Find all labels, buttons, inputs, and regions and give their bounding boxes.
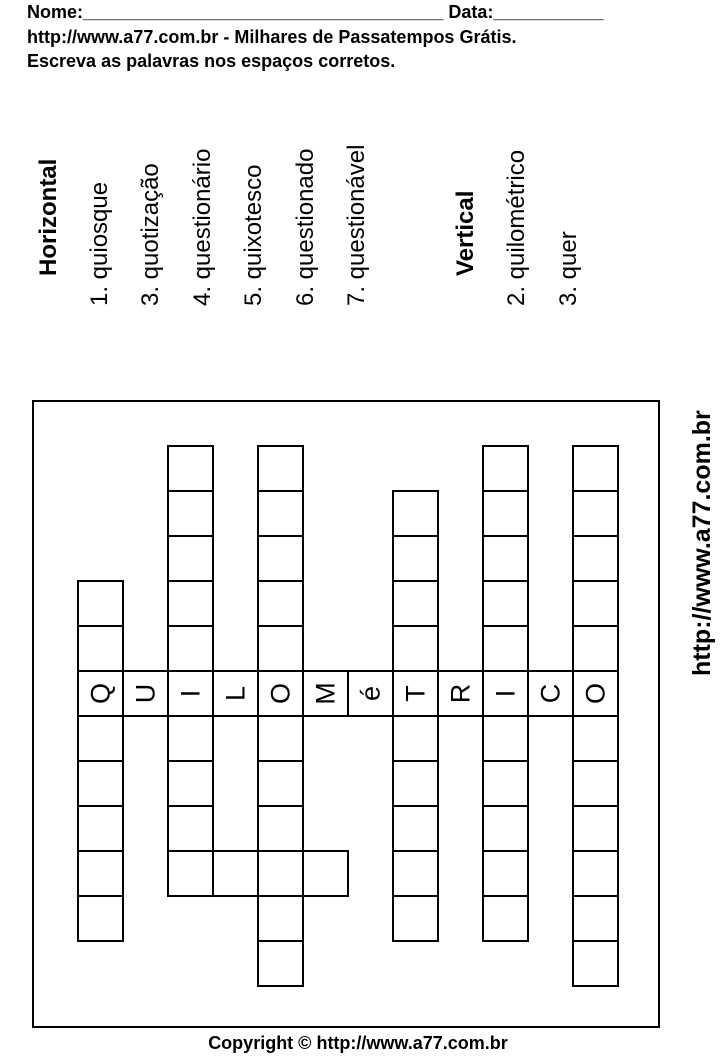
grid-cell[interactable] <box>393 536 438 581</box>
grid-cell[interactable] <box>573 716 618 761</box>
grid-cell[interactable] <box>573 626 618 671</box>
grid-cell[interactable] <box>78 896 123 941</box>
grid-cell[interactable] <box>483 626 528 671</box>
grid-cell[interactable] <box>483 581 528 626</box>
cell-letter: O <box>265 682 296 705</box>
grid-cell[interactable] <box>168 761 213 806</box>
copyright: Copyright © http://www.a77.com.br <box>208 1033 508 1053</box>
cell-letter: I <box>175 689 206 698</box>
grid-cell[interactable] <box>483 806 528 851</box>
cell-letter: O <box>580 682 611 705</box>
grid-cell[interactable] <box>393 716 438 761</box>
grid-cell[interactable] <box>483 491 528 536</box>
cell-letter: L <box>220 685 251 702</box>
grid-cell[interactable] <box>573 446 618 491</box>
cell-letter: T <box>400 685 431 702</box>
cell-letter: R <box>445 683 476 704</box>
grid-cell[interactable] <box>258 491 303 536</box>
cell-letter: C <box>535 683 566 704</box>
clue-item: 6. questionado <box>292 148 319 306</box>
grid-cell[interactable] <box>573 761 618 806</box>
grid-cell[interactable] <box>483 851 528 896</box>
grid-cell[interactable] <box>393 761 438 806</box>
grid-cell[interactable] <box>78 806 123 851</box>
grid-cell[interactable] <box>168 716 213 761</box>
grid-cell[interactable] <box>168 626 213 671</box>
name-date-line: Nome:____________________________________ Data:___________ <box>27 2 604 22</box>
grid-cell[interactable] <box>483 761 528 806</box>
clue-item: 2. quilométrico <box>503 149 530 306</box>
clue-item: 7. questionável <box>343 144 370 306</box>
grid-cell[interactable] <box>258 896 303 941</box>
grid-cell[interactable] <box>573 896 618 941</box>
grid-cell[interactable] <box>258 941 303 986</box>
grid-cell[interactable] <box>258 446 303 491</box>
instruction-line: Escreva as palavras nos espaços corretos. <box>27 51 396 71</box>
site-line: http://www.a77.com.br - Milhares de Passatempos Grátis. <box>27 27 517 47</box>
grid-cell[interactable] <box>393 851 438 896</box>
grid-cell[interactable] <box>573 491 618 536</box>
cell-letter: Q <box>85 682 116 705</box>
grid-cell[interactable] <box>213 851 258 896</box>
grid-cell[interactable] <box>573 581 618 626</box>
clue-item: 5. quixotesco <box>240 164 267 306</box>
grid-cell[interactable] <box>78 761 123 806</box>
clue-item: 3. quotização <box>137 163 164 306</box>
grid-cell[interactable] <box>483 446 528 491</box>
grid-cell[interactable] <box>393 896 438 941</box>
grid-cell[interactable] <box>168 446 213 491</box>
grid-cell[interactable] <box>78 581 123 626</box>
grid-cell[interactable] <box>483 536 528 581</box>
grid-cell[interactable] <box>573 941 618 986</box>
grid-cell[interactable] <box>573 851 618 896</box>
grid-cell[interactable] <box>303 851 348 896</box>
vertical-title: Vertical <box>452 190 479 276</box>
grid-cell[interactable] <box>78 626 123 671</box>
grid-cell[interactable] <box>258 626 303 671</box>
grid-cell[interactable] <box>573 806 618 851</box>
clue-item: 4. questionário <box>189 148 216 306</box>
grid-cell[interactable] <box>483 716 528 761</box>
grid-cell[interactable] <box>258 536 303 581</box>
grid-cell[interactable] <box>168 536 213 581</box>
grid-cell[interactable] <box>258 716 303 761</box>
grid-cell[interactable] <box>393 806 438 851</box>
grid-cell[interactable] <box>258 761 303 806</box>
grid-cell[interactable] <box>168 581 213 626</box>
grid-cell[interactable] <box>573 536 618 581</box>
side-url: http://www.a77.com.br <box>688 410 716 676</box>
grid-cell[interactable] <box>258 851 303 896</box>
cell-letter: U <box>130 683 161 704</box>
grid-cell[interactable] <box>78 716 123 761</box>
grid-cell[interactable] <box>393 626 438 671</box>
clue-item: 3. quer <box>555 231 582 306</box>
cell-letter: M <box>310 682 341 705</box>
grid-cell[interactable] <box>168 806 213 851</box>
grid-cell[interactable] <box>78 851 123 896</box>
horizontal-title: Horizontal <box>35 158 62 276</box>
cell-letter: é <box>355 685 386 702</box>
grid-cell[interactable] <box>168 491 213 536</box>
grid-cell[interactable] <box>258 581 303 626</box>
cell-letter: I <box>490 689 521 698</box>
clue-item: 1. quiosque <box>86 181 113 306</box>
grid-cell[interactable] <box>258 806 303 851</box>
grid-cell[interactable] <box>393 581 438 626</box>
grid-cell[interactable] <box>483 896 528 941</box>
grid-cell[interactable] <box>393 491 438 536</box>
grid-cell[interactable] <box>168 851 213 896</box>
